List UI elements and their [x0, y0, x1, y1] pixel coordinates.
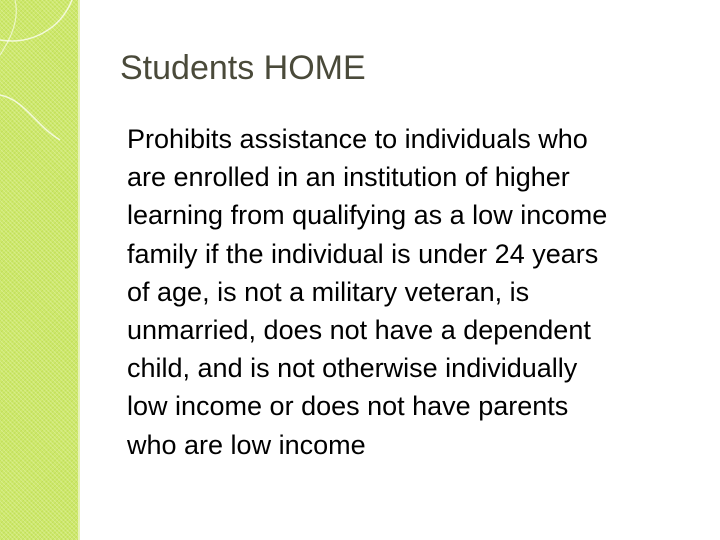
slide-body-text: Prohibits assistance to individuals who are enrolled in an institution of higher learning from qualifying as a low income family if the individual is under 24 years of age, is not a military veteran, is unmarried, does not have a dependent child, and is not otherwise individually low income or does not have parents who are low income: [127, 124, 608, 460]
decorative-swirl-icon: [0, 0, 120, 160]
slide-title: Students HOME: [120, 49, 366, 87]
